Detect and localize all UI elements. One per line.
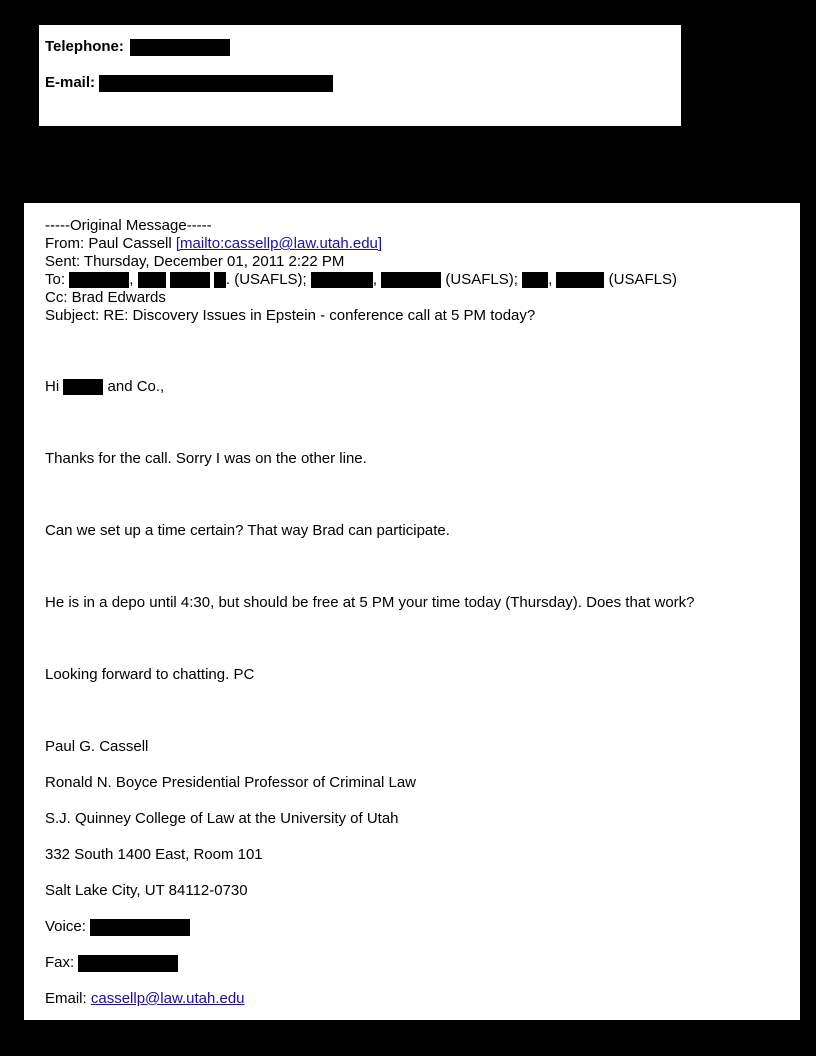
to-line [45, 271, 779, 289]
signature-title: Ronald N. Boyce Presidential Professor of Criminal Law [45, 774, 416, 791]
to-suffix-3: (USAFLS) [608, 271, 677, 288]
email-label: Email: [45, 990, 87, 1007]
body-paragraph-3: He is in a depo until 4:30, but should be free at 5 PM your time today (Thursday). Does that work? [45, 594, 695, 611]
subject-line: Subject: RE: Discovery Issues in Epstein - conference call at 5 PM today? [45, 307, 536, 324]
redaction-voice [90, 919, 190, 936]
email-row [45, 72, 675, 94]
redaction-fax [78, 955, 178, 972]
fax-label: Fax: [45, 954, 75, 971]
telephone-label: Telephone: [45, 38, 124, 55]
from-label: From: [45, 235, 85, 252]
to-comma: , [129, 271, 134, 288]
greeting-start: Hi [45, 378, 60, 395]
signature-address-1: 332 South 1400 East, Room 101 [45, 846, 263, 863]
email-label: E-mail: [45, 74, 96, 91]
redaction-to-7 [522, 272, 548, 288]
signature-fax [45, 954, 178, 972]
to-suffix-1: . (USAFLS); [225, 271, 307, 288]
from-line [45, 235, 779, 253]
signature-school: S.J. Quinney College of Law at the University of Utah [45, 810, 399, 827]
redaction-greeting [63, 379, 103, 395]
original-message-header: -----Original Message----- [45, 217, 212, 234]
redaction-to-6 [381, 272, 441, 288]
greeting [45, 378, 164, 396]
redaction-to-8 [556, 272, 604, 288]
contact-panel [39, 25, 681, 126]
redaction-to-3 [170, 272, 210, 288]
redaction-telephone [130, 39, 230, 56]
signature-voice [45, 918, 190, 936]
body-paragraph-4: Looking forward to chatting. PC [45, 666, 255, 683]
to-comma: , [548, 271, 553, 288]
to-comma: , [372, 271, 378, 288]
redaction-email [99, 75, 333, 92]
greeting-end: and Co., [107, 378, 165, 395]
redaction-to-1 [69, 272, 129, 288]
to-suffix-2: (USAFLS); [445, 271, 518, 288]
cc-line: Cc: Brad Edwards [45, 289, 166, 306]
redaction-to-4 [214, 272, 226, 288]
redaction-to-2 [138, 272, 166, 288]
from-mailto-link[interactable]: [mailto:cassellp@law.utah.edu] [175, 235, 383, 252]
voice-label: Voice: [45, 918, 86, 935]
redaction-to-5 [311, 272, 373, 288]
telephone-row [45, 36, 675, 58]
signature-address-2: Salt Lake City, UT 84112-0730 [45, 882, 248, 899]
email-panel [24, 203, 800, 1020]
sent-line: Sent: Thursday, December 01, 2011 2:22 PM [45, 253, 345, 270]
body-paragraph-2: Can we set up a time certain? That way Brad can participate. [45, 522, 450, 539]
signature-name: Paul G. Cassell [45, 738, 149, 755]
signature-email-link[interactable]: cassellp@law.utah.edu [90, 990, 245, 1007]
signature-email [45, 990, 245, 1008]
to-label: To: [45, 271, 66, 288]
body-paragraph-1: Thanks for the call. Sorry I was on the other line. [45, 450, 367, 467]
from-name: Paul Cassell [88, 235, 172, 252]
